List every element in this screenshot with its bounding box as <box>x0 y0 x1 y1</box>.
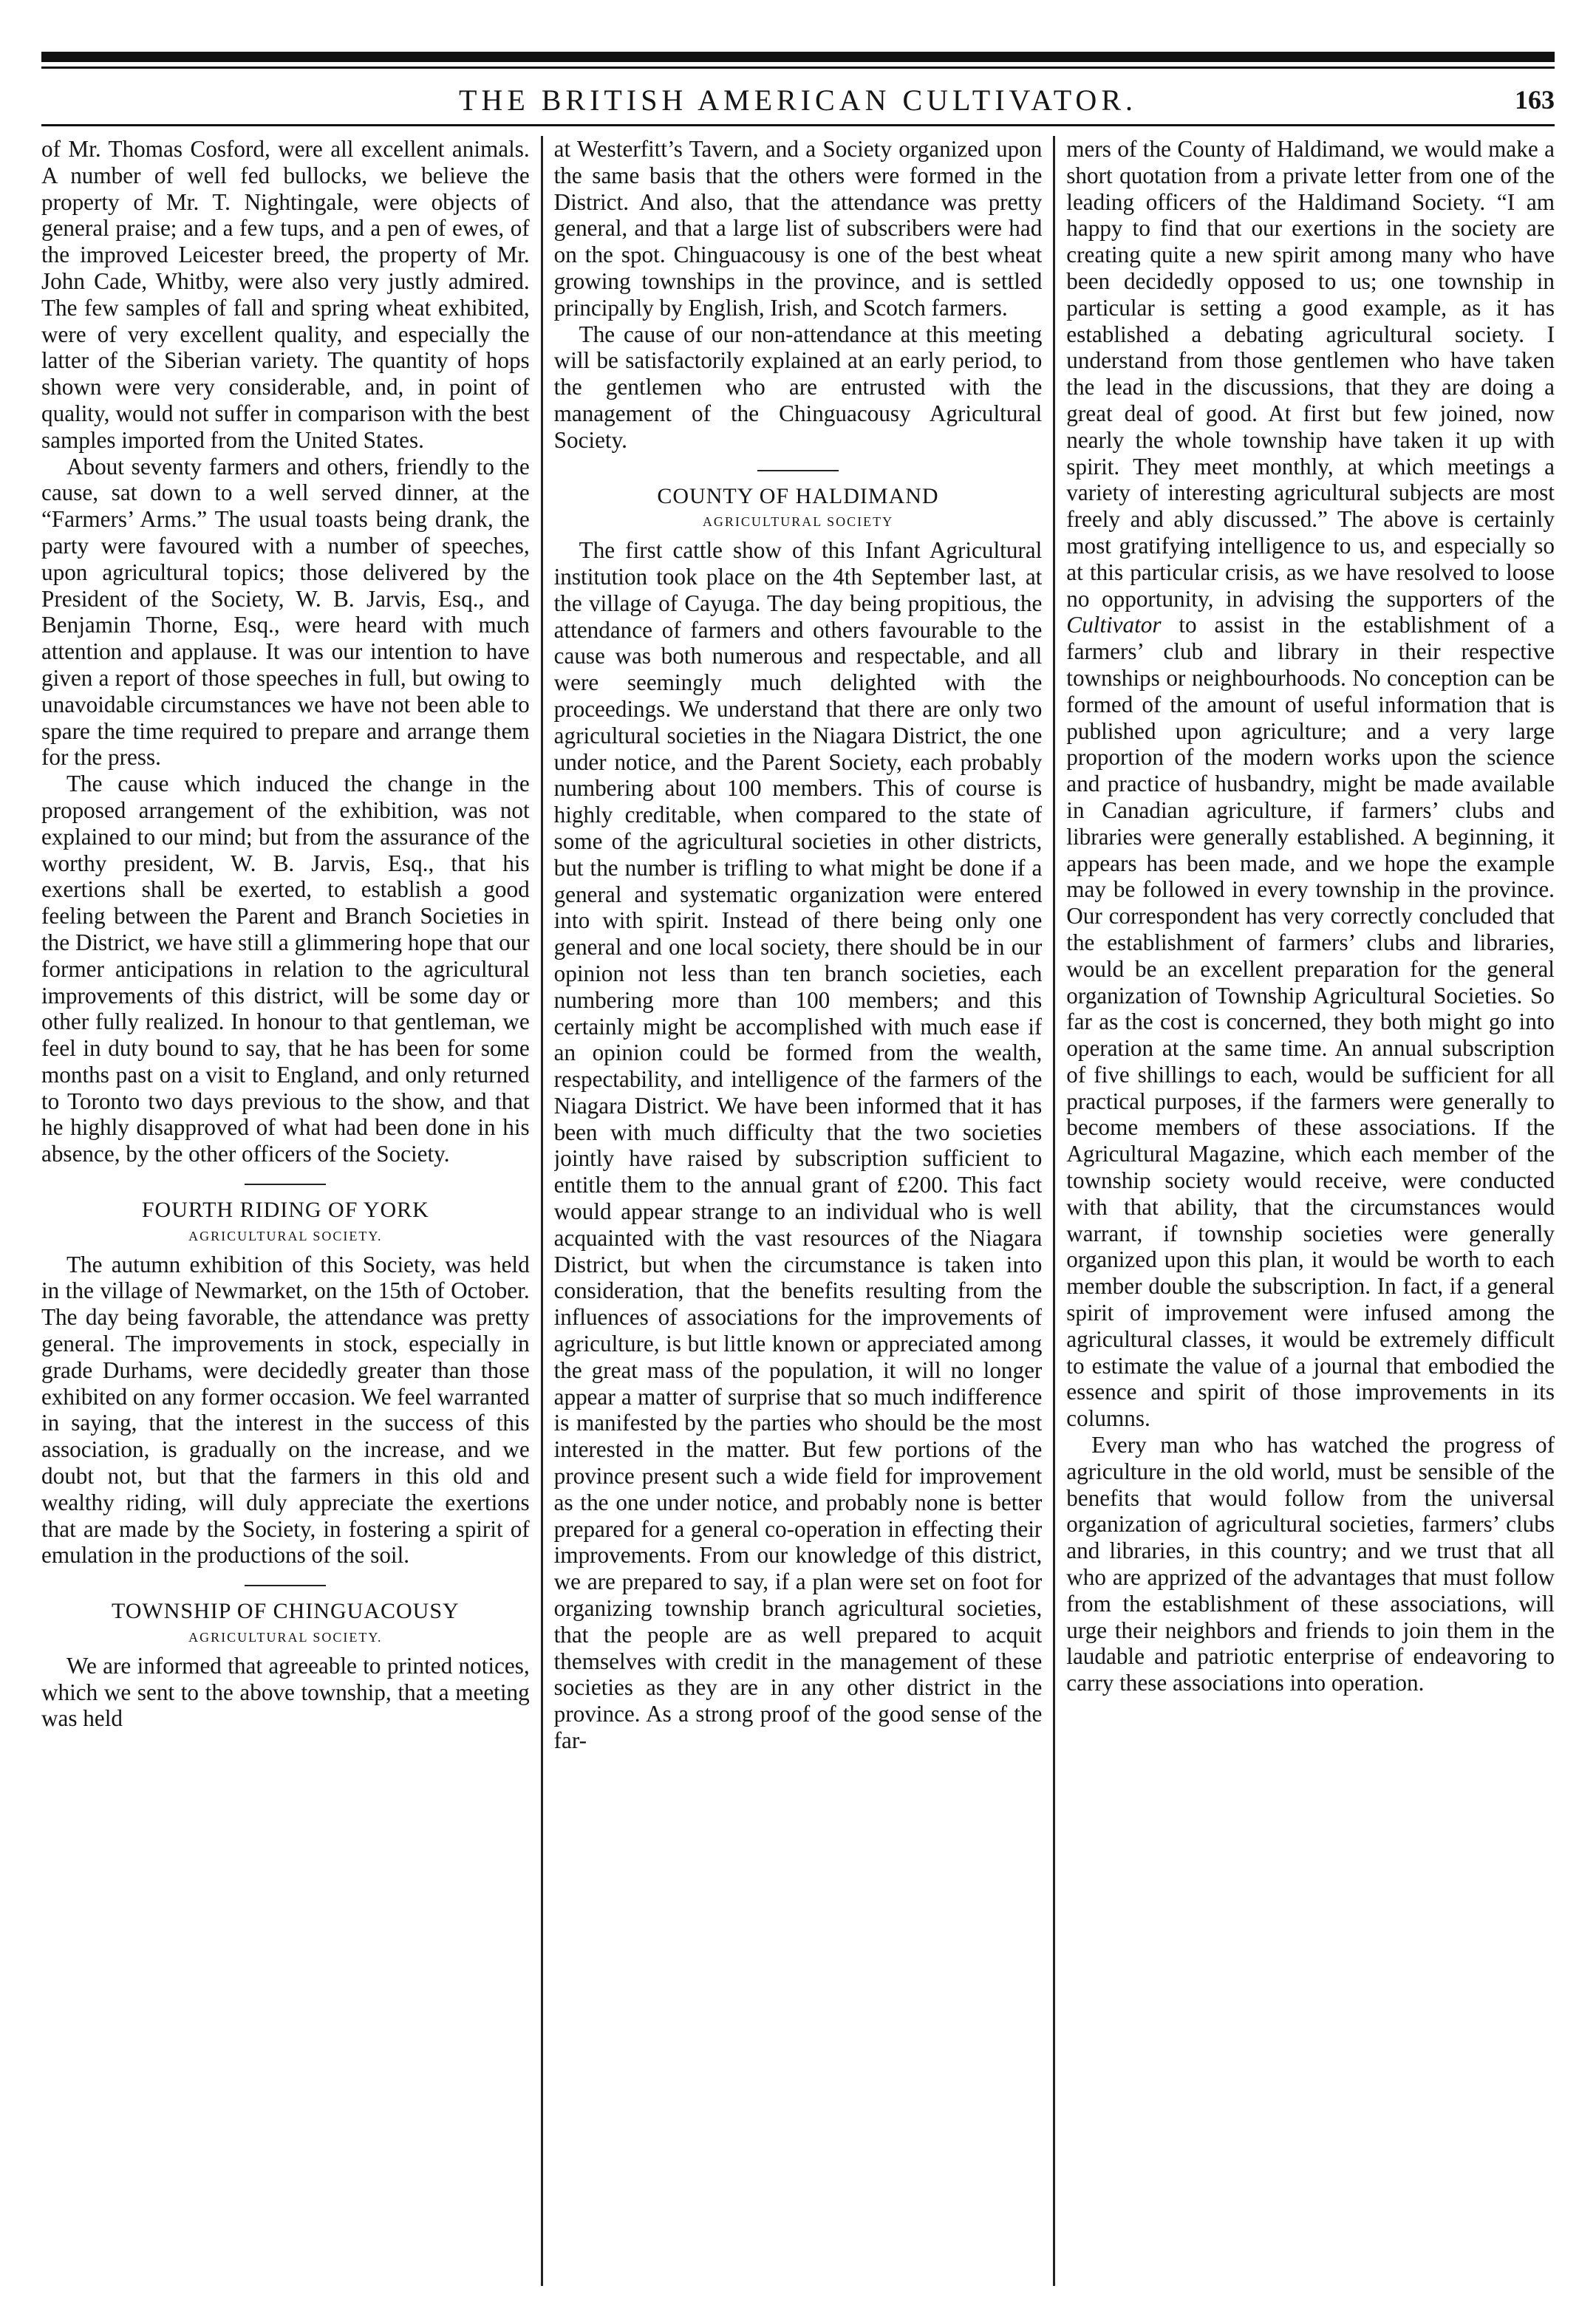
page-number: 163 <box>1515 85 1555 115</box>
text-run: mers of the County of Haldimand, we would make a short quotation from a private letter from one of the leading officers of the Haldimand Society. “I am happy to find that our exertions in the society are creating quite a new spirit among many who have been decidedly opposed to us; one township in particular is setting a good example, as it has established a debating agricultural society. I understand from those gentlemen who have taken the lead in the discussions, that they are doing a great deal of good. At first but few joined, now nearly the whole township have taken it up with spirit. They meet monthly, at which meetings a variety of interesting agricultural subjects are most freely and ably discussed.” The above is certainly most gratifying intelligence to us, and especially so at this particular crisis, as we have resolved to loose no opportunity, in advising the supporters of the <box>1066 136 1555 612</box>
section-divider <box>245 1184 326 1185</box>
section-subtitle: AGRICULTURAL SOCIETY <box>702 514 894 530</box>
paragraph: Every man who has watched the progress of agriculture in the old world, must be sensible of the benefits that would follow from the universal organization of agricultural societies, farmers’ clubs and libraries, in this country; and we trust that all who are apprized of the advantages that must follow from the establishment of these associations, will urge their neighbors and friends to join them in the laudable and patriotic enterprise of endeavoring to carry these associations into operation. <box>1066 1432 1555 1696</box>
text-run: to assist in the establishment of a farmers’ club and library in their respective townships or neighbourhoods. No conception can be formed of the amount of useful information that is published upon agriculture; and a very large proportion of the modern works upon the science and practice of husbandry, might be made available in Canadian agriculture, if farmers’ clubs and libraries were generally established. A beginning, it appears has been made, and we hope the example may be followed in every township in the province. Our correspondent has very correctly concluded that the establishment of farmers’ clubs and libraries, would be an excellent preparation for the general organization of Township Agricultural Societies. So far as the cost is concerned, they both might go into operation at the same time. An annual subscription of five shillings to each, would be sufficient for all practical purposes, if the farmers were generally to become members of these associations. If the Agricultural Magazine, which each member of the township society would receive, were conducted with that ability, that the circumstances would warrant, if township societies were generally organized upon this plan, it would be worth to each member double the subscription. In fact, if a general spirit of improvement were infused among the agricultural classes, it would be extremely difficult to estimate the value of a journal that embodied the essence and spirit of those improvements in its columns. <box>1066 612 1555 1432</box>
paragraph: of Mr. Thomas Cosford, were all excellent animals. A number of well fed bullocks, we believe the property of Mr. T. Nightingale, were objects of general praise; and a few tups, and a pen of ewes, of the improved Leicester breed, the property of Mr. John Cade, Whitby, were also very justly admired. The few samples of fall and spring wheat exhibited, were of very excellent quality, and especially the latter of the Siberian variety. The quantity of hops shown were very considerable, and, in point of quality, would not suffer in comparison with the best samples imported from the United States. <box>41 136 530 453</box>
header-thick-rule <box>41 52 1555 62</box>
header-thin-rule <box>41 66 1555 69</box>
italic-title-cultivator: Cultivator <box>1066 612 1162 638</box>
column-2 <box>554 136 1043 2286</box>
section-title-chinguacousy: TOWNSHIP OF CHINGUACOUSY <box>111 1599 460 1624</box>
paragraph: The autumn exhibition of this Society, was held in the village of Newmarket, on the 15th of October. The day being favorable, the attendance was pretty general. The improvements in stock, especially in grade Durhams, were decidedly greater than those exhibited on any former occasion. We feel warranted in saying, that the interest in the success of this association, is gradually on the increase, and we doubt not, but that the farmers in this old and wealthy riding, will duly appreciate the exertions that are made by the Society, in fostering a spirit of emulation in the productions of the soil. <box>41 1251 530 1569</box>
newspaper-page <box>41 44 1555 2298</box>
section-subtitle: AGRICULTURAL SOCIETY. <box>188 1630 383 1645</box>
paragraph: We are informed that agreeable to printed notices, which we sent to the above township, that a meeting was held <box>41 1652 530 1732</box>
column-3 <box>1066 136 1555 2286</box>
section-title-fourth-riding: FOURTH RIDING OF YORK <box>141 1198 429 1223</box>
header-bottom-rule <box>41 124 1555 126</box>
paragraph: The cause of our non-attendance at this meeting will be satisfactorily explained at an early period, to the gentlemen who are entrusted with the management of the Chinguacousy Agricultural Society. <box>553 321 1043 453</box>
section-divider <box>757 470 839 471</box>
section-subtitle: AGRICULTURAL SOCIETY. <box>188 1228 383 1243</box>
column-separator <box>1053 136 1055 2286</box>
section-divider <box>245 1585 326 1586</box>
running-title: THE BRITISH AMERICAN CULTIVATOR. <box>459 83 1137 117</box>
section-title-haldimand: COUNTY OF HALDIMAND <box>657 483 939 508</box>
article-columns <box>41 136 1555 2286</box>
paragraph: The first cattle show of this Infant Agricultural institution took place on the 4th September last, at the village of Cayuga. The day being propitious, the attendance of farmers and others favourable to the cause was both numerous and respectable, and all were seemingly much delighted with the proceedings. We understand that there are only two agricultural societies in the Niagara District, the one under notice, and the Parent Society, each probably numbering about 100 members. This of course is highly creditable, when compared to the state of some of the agricultural societies in other districts, but the number is trifling to what might be done if a general and systematic organization were entered into with spirit. Instead of there being only one general and one local society, there should be in our opinion not less than ten branch societies, each numbering more than 100 members; and this certainly might be accomplished with much ease if an opinion could be formed from the wealth, respectability, and intelligence of the farmers of the Niagara District. We have been informed that it has been with much difficulty that the two societies jointly have raised by subscription sufficient to entitle them to the annual grant of £200. This fact would appear strange to an individual who is well acquainted with the vast resources of the Niagara District, but when the circumstance is taken into consideration, that the benefits resulting from the influences of associations for the improvements of agriculture, is but little known or appreciated among the great mass of the population, it will no longer appear a matter of surprise that so much indifference is manifested by the parties who should be the most interested in the matter. But few portions of the province present such a wide field for improvement as the one under notice, and probably none is better prepared for a general co-operation in effecting their improvements. From our knowledge of this district, we are prepared to say, if a plan were set on foot for organizing township branch agricultural societies, that the people are as well prepared to acquit themselves with credit in the management of these societies as they are in any other district in the province. As a strong proof of the good sense of the far- <box>553 537 1043 1754</box>
paragraph: About seventy farmers and others, friendly to the cause, sat down to a well served dinner, at the “Farmers’ Arms.” The usual toasts being drank, the party were favoured with a number of speeches, upon agricultural topics; those delivered by the President of the Society, W. B. Jarvis, Esq., and Benjamin Thorne, Esq., were heard with much attention and applause. It was our intention to have given a report of those speeches in full, but owing to unavoidable circumstances we have not been able to spare the time required to prepare and arrange them for the press. <box>41 453 530 771</box>
paragraph <box>1066 136 1555 1432</box>
paragraph: The cause which induced the change in the proposed arrangement of the exhibition, was not explained to our mind; but from the assurance of the worthy president, W. B. Jarvis, Esq., that his exertions shall be exerted, to establish a good feeling between the Parent and Branch Societies in the District, we have still a glimmering hope that our former anticipations in relation to the agricultural improvements of this district, will be some day or other fully realized. In honour to that gentleman, we feel in duty bound to say, that he has been for some months past on a visit to England, and only returned to Toronto two days previous to the show, and that he highly disapproved of what had been done in his absence, by the other officers of the Society. <box>41 771 530 1167</box>
paragraph: at Westerfitt’s Tavern, and a Society organized upon the same basis that the others were formed in the District. And also, that the attendance was pretty general, and that a large list of subscribers were had on the spot. Chinguacousy is one of the best wheat growing townships in the province, and is settled principally by English, Irish, and Scotch farmers. <box>553 136 1043 321</box>
column-separator <box>541 136 543 2286</box>
column-1 <box>41 136 530 2286</box>
